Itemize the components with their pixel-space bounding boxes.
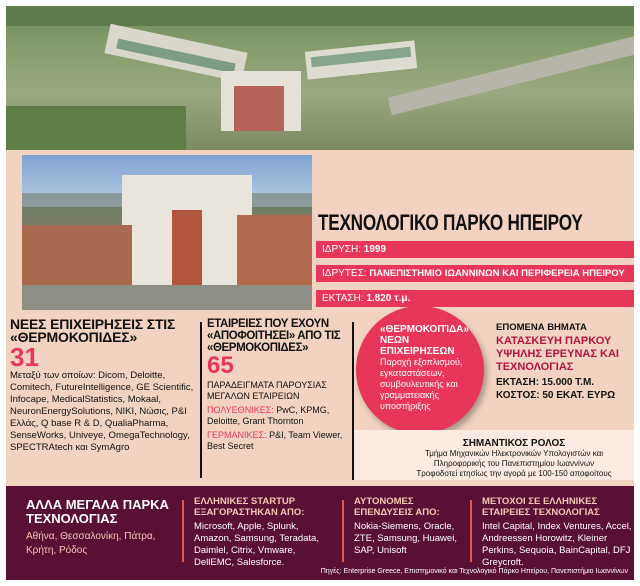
investments-title: ΑΥΤΟΝΟΜΕΣ ΕΠΕΝΔΥΣΕΙΣ ΑΠΟ: [354, 496, 440, 518]
acquired-text: Microsoft, Apple, Splunk, Amazon, Samsung, Teradata, Daimlel, Citrix, Vmware, DellEMC, Salesforce. [194, 521, 319, 568]
founders-value: ΠΑΝΕΠΙΣΤΗΜΙΟ ΙΩΑΝΝΙΝΩΝ ΚΑΙ ΠΕΡΙΦΕΡΕΙΑ ΗΠΕΙΡΟΥ [369, 268, 625, 279]
german-list: P&I, Team Viewer, Best Secret [207, 430, 343, 451]
new-companies-title: ΝΕΕΣ ΕΠΙΧΕΙΡΗΣΕΙΣ ΣΤΙΣ «ΘΕΡΜΟΚΟΠΙΔΕΣ» [10, 316, 176, 345]
other-parks-title: ΑΛΛΑ ΜΕΓΑΛΑ ΠΑΡΚΑ ΤΕΧΝΟΛΟΓΙΑΣ [26, 497, 169, 526]
next-steps-cost: ΚΟΣΤΟΣ: 50 ΕΚΑΤ. ΕΥΡΩ [496, 390, 616, 401]
german-row [207, 430, 345, 452]
investments-text: Nokia-Siemens, Oracle, ZTE, Samsung, Huawei, SAP, Unisoft [354, 521, 457, 556]
multinational-list: PwC, KPMG, Deloitte, Grant Thornton [207, 405, 330, 426]
german-label: ΓΕΡΜΑΝΙΚΕΣ: [207, 430, 267, 440]
bottom-col-investments [354, 496, 474, 557]
shareholders-title: ΜΕΤΟΧΟΙ ΣΕ ΕΛΛΗΝΙΚΕΣ ΕΤΑΙΡΕΙΕΣ ΤΕΧΝΟΛΟΓΙΑΣ [482, 496, 600, 518]
other-parks-cities: Αθήνα, Θεσσαλονίκη, Πάτρα, Κρήτη, Ρόδος [26, 531, 156, 556]
area-label: ΕΚΤΑΣΗ: [322, 293, 364, 304]
incubator-description: Παροχή εξοπλισμού, εγκαταστάσεων, συμβουλευτικής και γραμματειακής υποστήριξης [380, 357, 463, 411]
next-steps-area: ΕΚΤΑΣΗ: 15.000 Τ.Μ. [496, 377, 595, 388]
next-steps-label: ΕΠΟΜΕΝΑ ΒΗΜΑΤΑ [496, 322, 587, 333]
building-photo [22, 155, 312, 310]
multinational-label: ΠΟΛΥΕΘΝΙΚΕΣ: [207, 405, 274, 415]
shareholders-text: Intel Capital, Index Ventures, Accel, Andreessen Horowitz, Kleiner Perkins, Sequoia, BainCapital, DFJ Greycroft. [482, 521, 632, 568]
bottom-col-acquired [194, 496, 334, 569]
next-steps-title: ΚΑΤΑΣΚΕΥΗ ΠΑΡΚΟΥ ΥΨΗΛΗΣ ΕΡΕΥΝΑΣ ΚΑΙ ΤΕΧΝΟΛΟΓΙΑΣ [496, 335, 619, 373]
area-value: 1.820 τ.μ. [366, 293, 411, 304]
new-companies-count: 31 [10, 342, 39, 372]
founded-value: 1999 [363, 244, 387, 255]
bottom-panel [6, 486, 634, 580]
graduates-section [207, 318, 345, 452]
bottom-col-shareholders [482, 496, 632, 569]
acquired-title: ΕΛΛΗΝΙΚΕΣ STARTUP ΕΞΑΓΟΡΑΣΤΗΚΑΝ ΑΠΟ: [194, 496, 305, 518]
role-section [354, 430, 634, 480]
other-parks [26, 498, 176, 558]
new-companies-section [10, 318, 198, 454]
multinational-row [207, 405, 345, 427]
graduates-subtitle: ΠΑΡΑΔΕΙΓΜΑΤΑ ΠΑΡΟΥΣΙΑΣ ΜΕΓΑΛΩΝ ΕΤΑΙΡΕΙΩΝ [207, 380, 327, 401]
area-bar [316, 290, 634, 307]
graduates-count: 65 [207, 352, 234, 379]
divider [342, 500, 344, 562]
column-divider [200, 322, 202, 478]
role-text: Τμήμα Μηχανικών Ηλεκτρονικών Υπολογιστών και Πληροφορικής του Πανεπιστημίου Ιωαννίνων Τροφοδοτεί ετησίως την αγορά με 100-150 αποφοίτους [416, 449, 612, 478]
founders-label: ΙΔΡΥΤΕΣ: [322, 268, 367, 279]
source-note: Πηγές: Enterprise Greece, Επιστημονικό και Τεχνολογικό Πάρκο Ηπείρου, Πανεπιστήμιο Ιωαννίνων [320, 568, 628, 575]
aerial-photo [6, 6, 634, 150]
incubator-text [380, 324, 480, 412]
founders-bar [316, 265, 634, 282]
next-steps-section [496, 322, 631, 401]
incubator-title: «ΘΕΡΜΟΚΟΙΤΙΔΑ» ΝΕΩΝ ΕΠΙΧΕΙΡΗΣΕΩΝ [380, 324, 469, 357]
role-title: ΣΗΜΑΝΤΙΚΟΣ ΡΟΛΟΣ [462, 438, 566, 449]
divider [470, 500, 472, 562]
divider [182, 500, 184, 562]
founded-label: ΙΔΡΥΣΗ: [322, 244, 361, 255]
graduates-title: ΕΤΑΙΡΕΙΕΣ ΠΟΥ ΕΧΟΥΝ «ΑΠΟΦΟΙΤΗΣΕΙ» ΑΠΟ ΤΙΣ «ΘΕΡΜΟΚΟΠΙΔΕΣ» [207, 318, 341, 354]
page-title: ΤΕΧΝΟΛΟΓΙΚΟ ΠΑΡΚΟ ΗΠΕΙΡΟΥ [318, 210, 583, 235]
new-companies-list: Μεταξύ των οποίων: Dicom, Deloitte, Comitech, FutureIntelligence, GE Scientific, Infocape, MedicalStatistics, Mokaal, NeuronEnergySolutions, NIKI, Nώσις, P&I Ελλάς, Q base R & D, QualiaPharma, SenseWorks, Univeye, OmegaTechnology, SPECTRAtech και SymAgro [10, 370, 194, 453]
founded-bar [316, 241, 634, 258]
